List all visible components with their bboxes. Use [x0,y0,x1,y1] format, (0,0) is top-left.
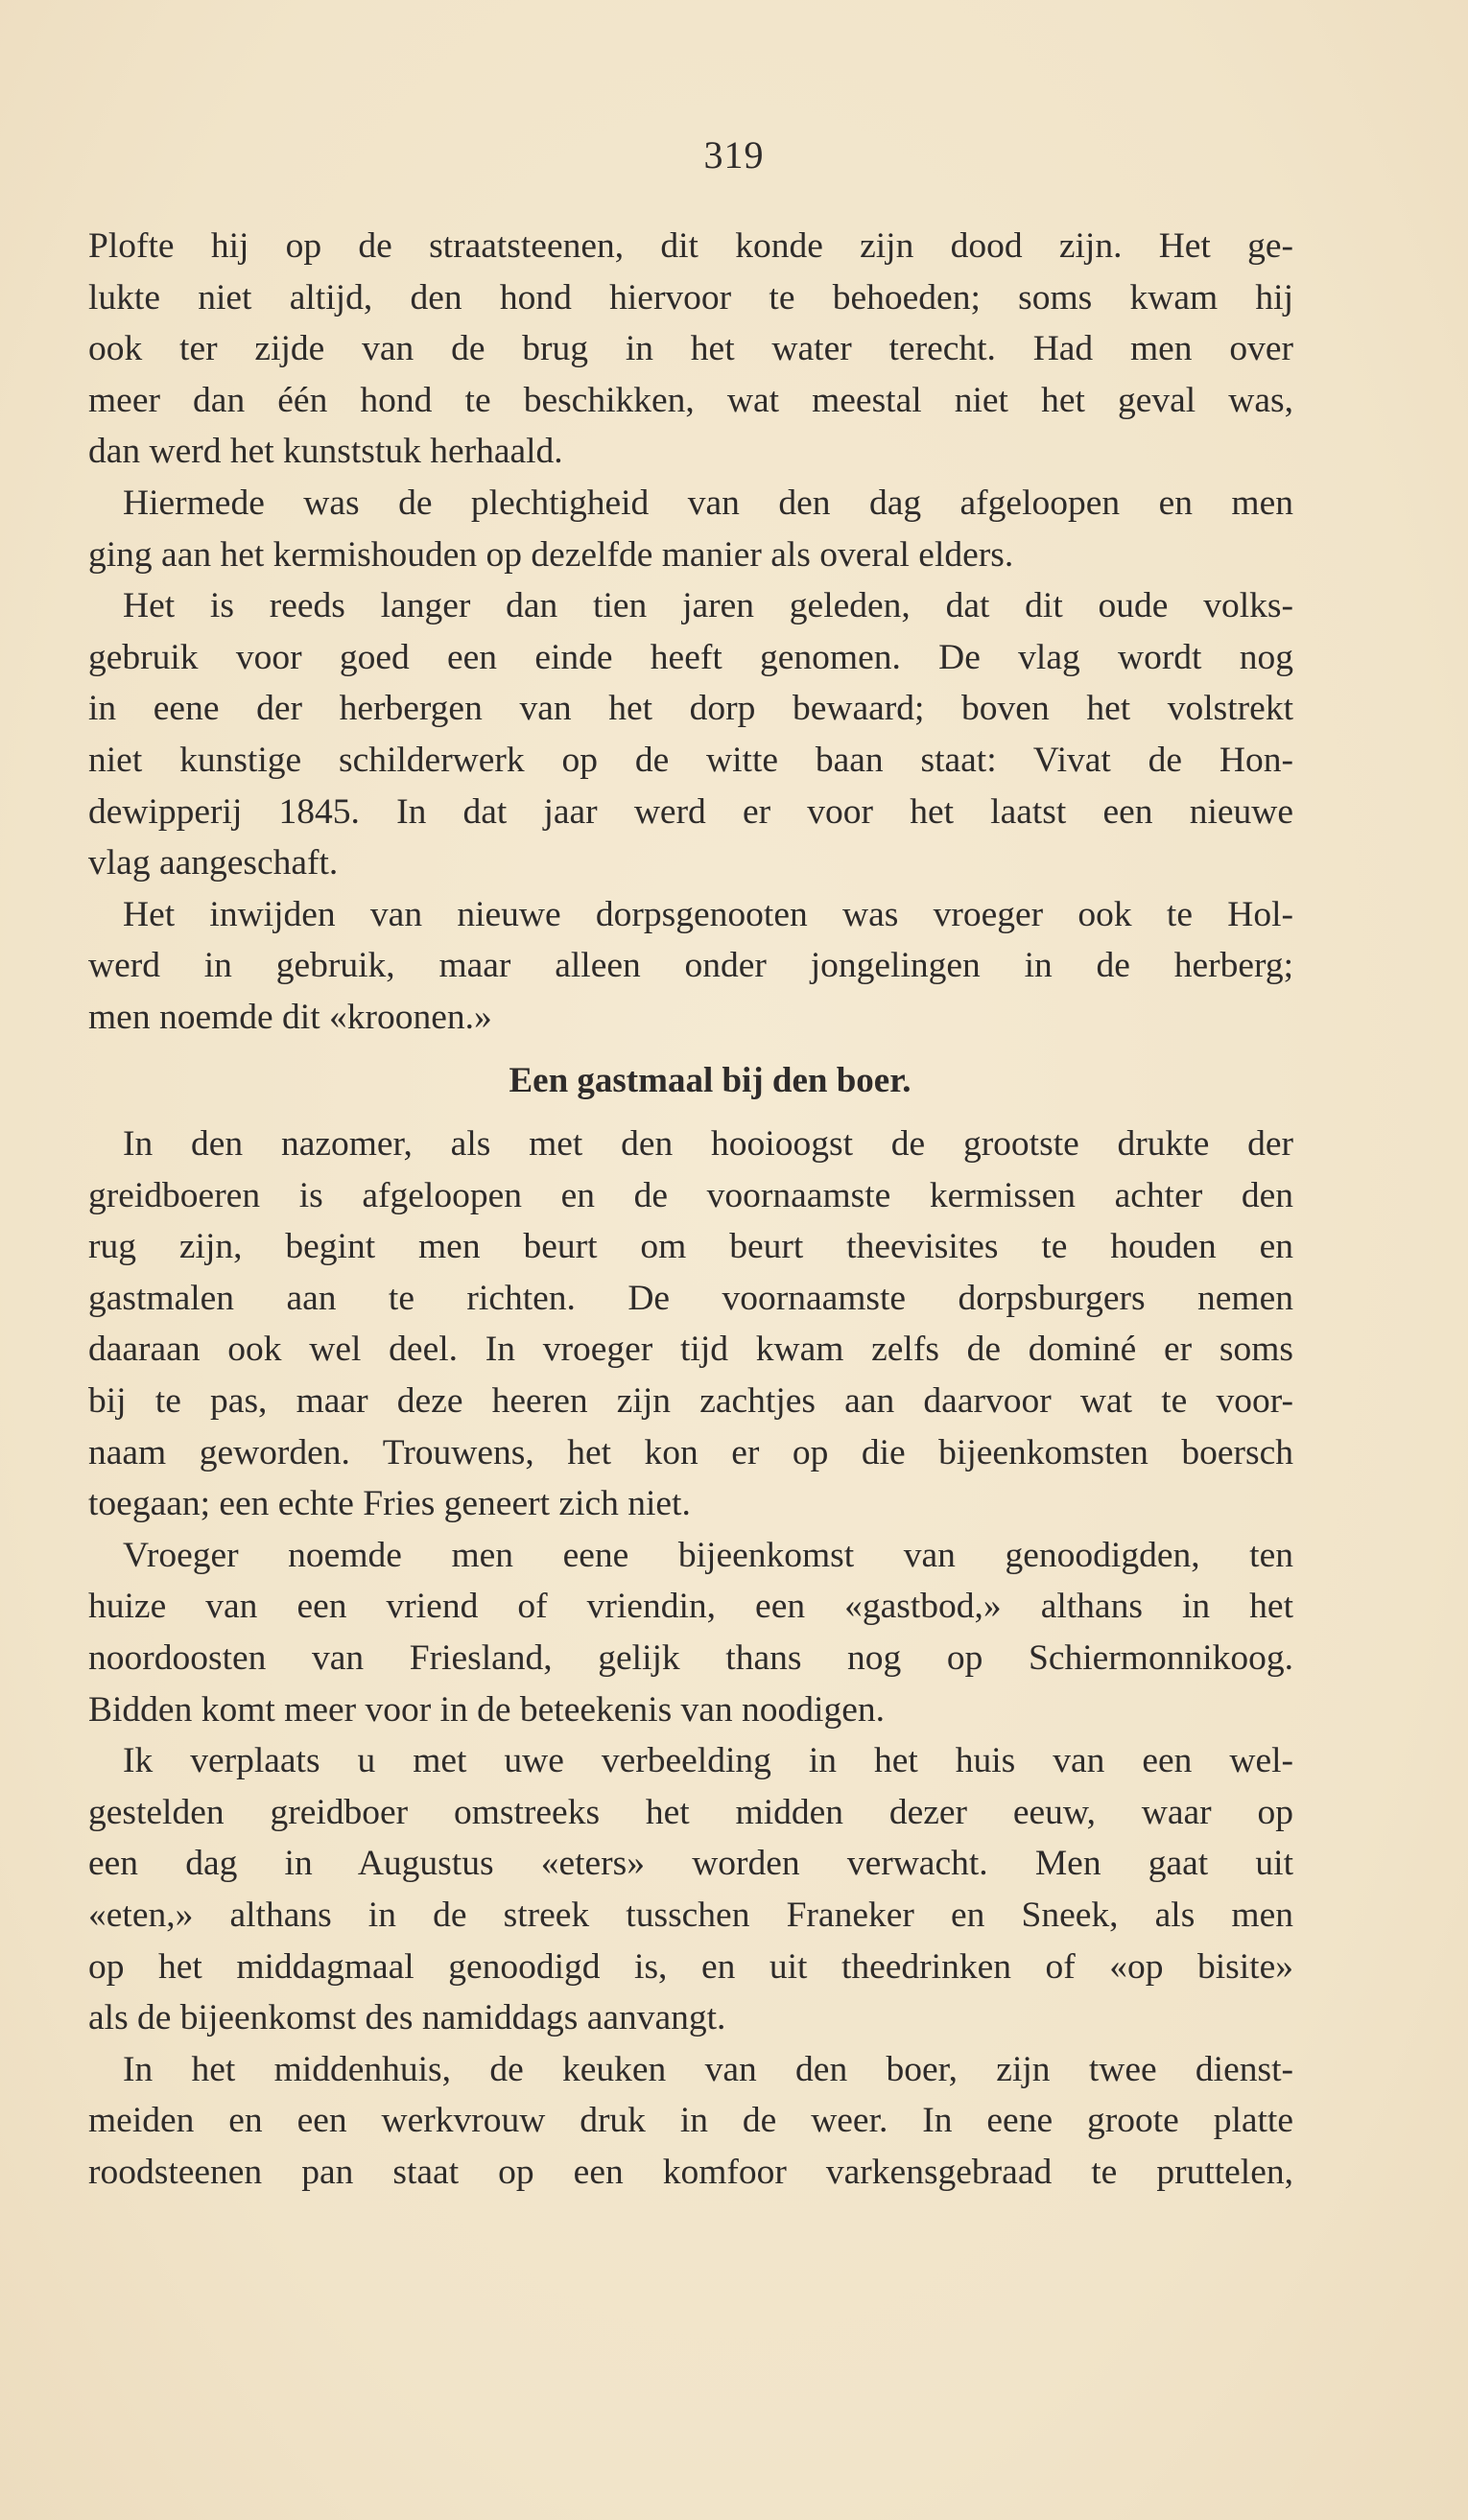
text-line: naam geworden. Trouwens, het kon er op die bijeenkomsten boersch [88,1432,1293,1472]
text-line: vlag aangeschaft. [88,843,339,883]
text-line: men noemde dit «kroonen.» [88,997,492,1037]
text-line: huize van een vriend of vriendin, een «gastbod,» althans in het [88,1587,1293,1627]
text-line: Vroeger noemde men eene bijeenkomst van genoodigden, ten [123,1535,1293,1575]
text-line: ging aan het kermishouden op dezelfde manier als overal elders. [88,534,1014,575]
text-line: ook ter zijde van de brug in het water terecht. Had men over [88,329,1293,369]
text-line: werd in gebruik, maar alleen onder jongelingen in de herberg; [88,946,1293,986]
paragraph-block-2 [88,1119,1293,2198]
text-line: dan werd het kunststuk herhaald. [88,432,563,472]
section-heading: Een gastmaal bij den boer. [509,1060,912,1100]
text-line: meer dan één hond te beschikken, wat meestal niet het geval was, [88,380,1293,420]
text-line: dewipperij 1845. In dat jaar werd er voor het laatst een nieuwe [88,791,1293,832]
text-line: Het inwijden van nieuwe dorpsgenooten was vroeger ook te Hol- [123,894,1293,934]
paragraph-block-1 [88,221,1293,1044]
text-line: Plofte hij op de straatsteenen, dit konde zijn dood zijn. Het ge- [88,226,1293,266]
text-line: «eten,» althans in de streek tusschen Franeker en Sneek, als men [88,1896,1293,1935]
text-line: Bidden komt meer voor in de beteekenis van noodigen. [88,1689,885,1730]
text-line: rug zijn, begint men beurt om beurt theevisites te houden en [88,1227,1293,1267]
text-line: een dag in Augustus «eters» worden verwacht. Men gaat uit [88,1844,1293,1884]
text-line: greidboeren is afgeloopen en de voornaamste kermissen achter den [88,1175,1293,1215]
text-line: In het middenhuis, de keuken van den boer, zijn twee dienst- [123,2049,1293,2089]
text-line: roodsteenen pan staat op een komfoor varkensgebraad te pruttelen, [88,2152,1293,2192]
text-line: Het is reeds langer dan tien jaren geleden, dat dit oude volks- [123,586,1293,626]
text-line: In den nazomer, als met den hooioogst de grootste drukte der [123,1124,1293,1165]
text-line: Ik verplaats u met uwe verbeelding in het huis van een wel- [123,1741,1293,1781]
body-text [88,221,1293,2199]
text-line: als de bijeenkomst des namiddags aanvangt. [88,1998,726,2038]
text-line: gestelden greidboer omstreeks het midden dezer eeuw, waar op [88,1792,1293,1832]
text-line: in eene der herbergen van het dorp bewaard; boven het volstrekt [88,689,1293,729]
text-line: bij te pas, maar deze heeren zijn zachtjes aan daarvoor wat te voor- [88,1381,1293,1422]
page-number: 319 [703,133,765,177]
text-line: gebruik voor goed een einde heeft genomen. De vlag wordt nog [88,637,1293,677]
text-line: meiden en een werkvrouw druk in de weer. In eene groote platte [88,2101,1293,2141]
text-line: lukte niet altijd, den hond hiervoor te behoeden; soms kwam hij [88,277,1293,318]
text-line: toegaan; een echte Fries geneert zich niet. [88,1484,691,1524]
text-line: daaraan ook wel deel. In vroeger tijd kwam zelfs de dominé er soms [88,1330,1293,1370]
text-line: op het middagmaal genoodigd is, en uit theedrinken of «op bisite» [88,1946,1293,1987]
text-line: niet kunstige schilderwerk op de witte baan staat: Vivat de Hon- [88,740,1293,780]
text-line: noordoosten van Friesland, gelijk thans nog op Schiermonnikoog. [88,1638,1293,1679]
text-line: gastmalen aan te richten. De voornaamste dorpsburgers nemen [88,1278,1293,1318]
text-line: Hiermede was de plechtigheid van den dag afgeloopen en men [123,483,1293,523]
